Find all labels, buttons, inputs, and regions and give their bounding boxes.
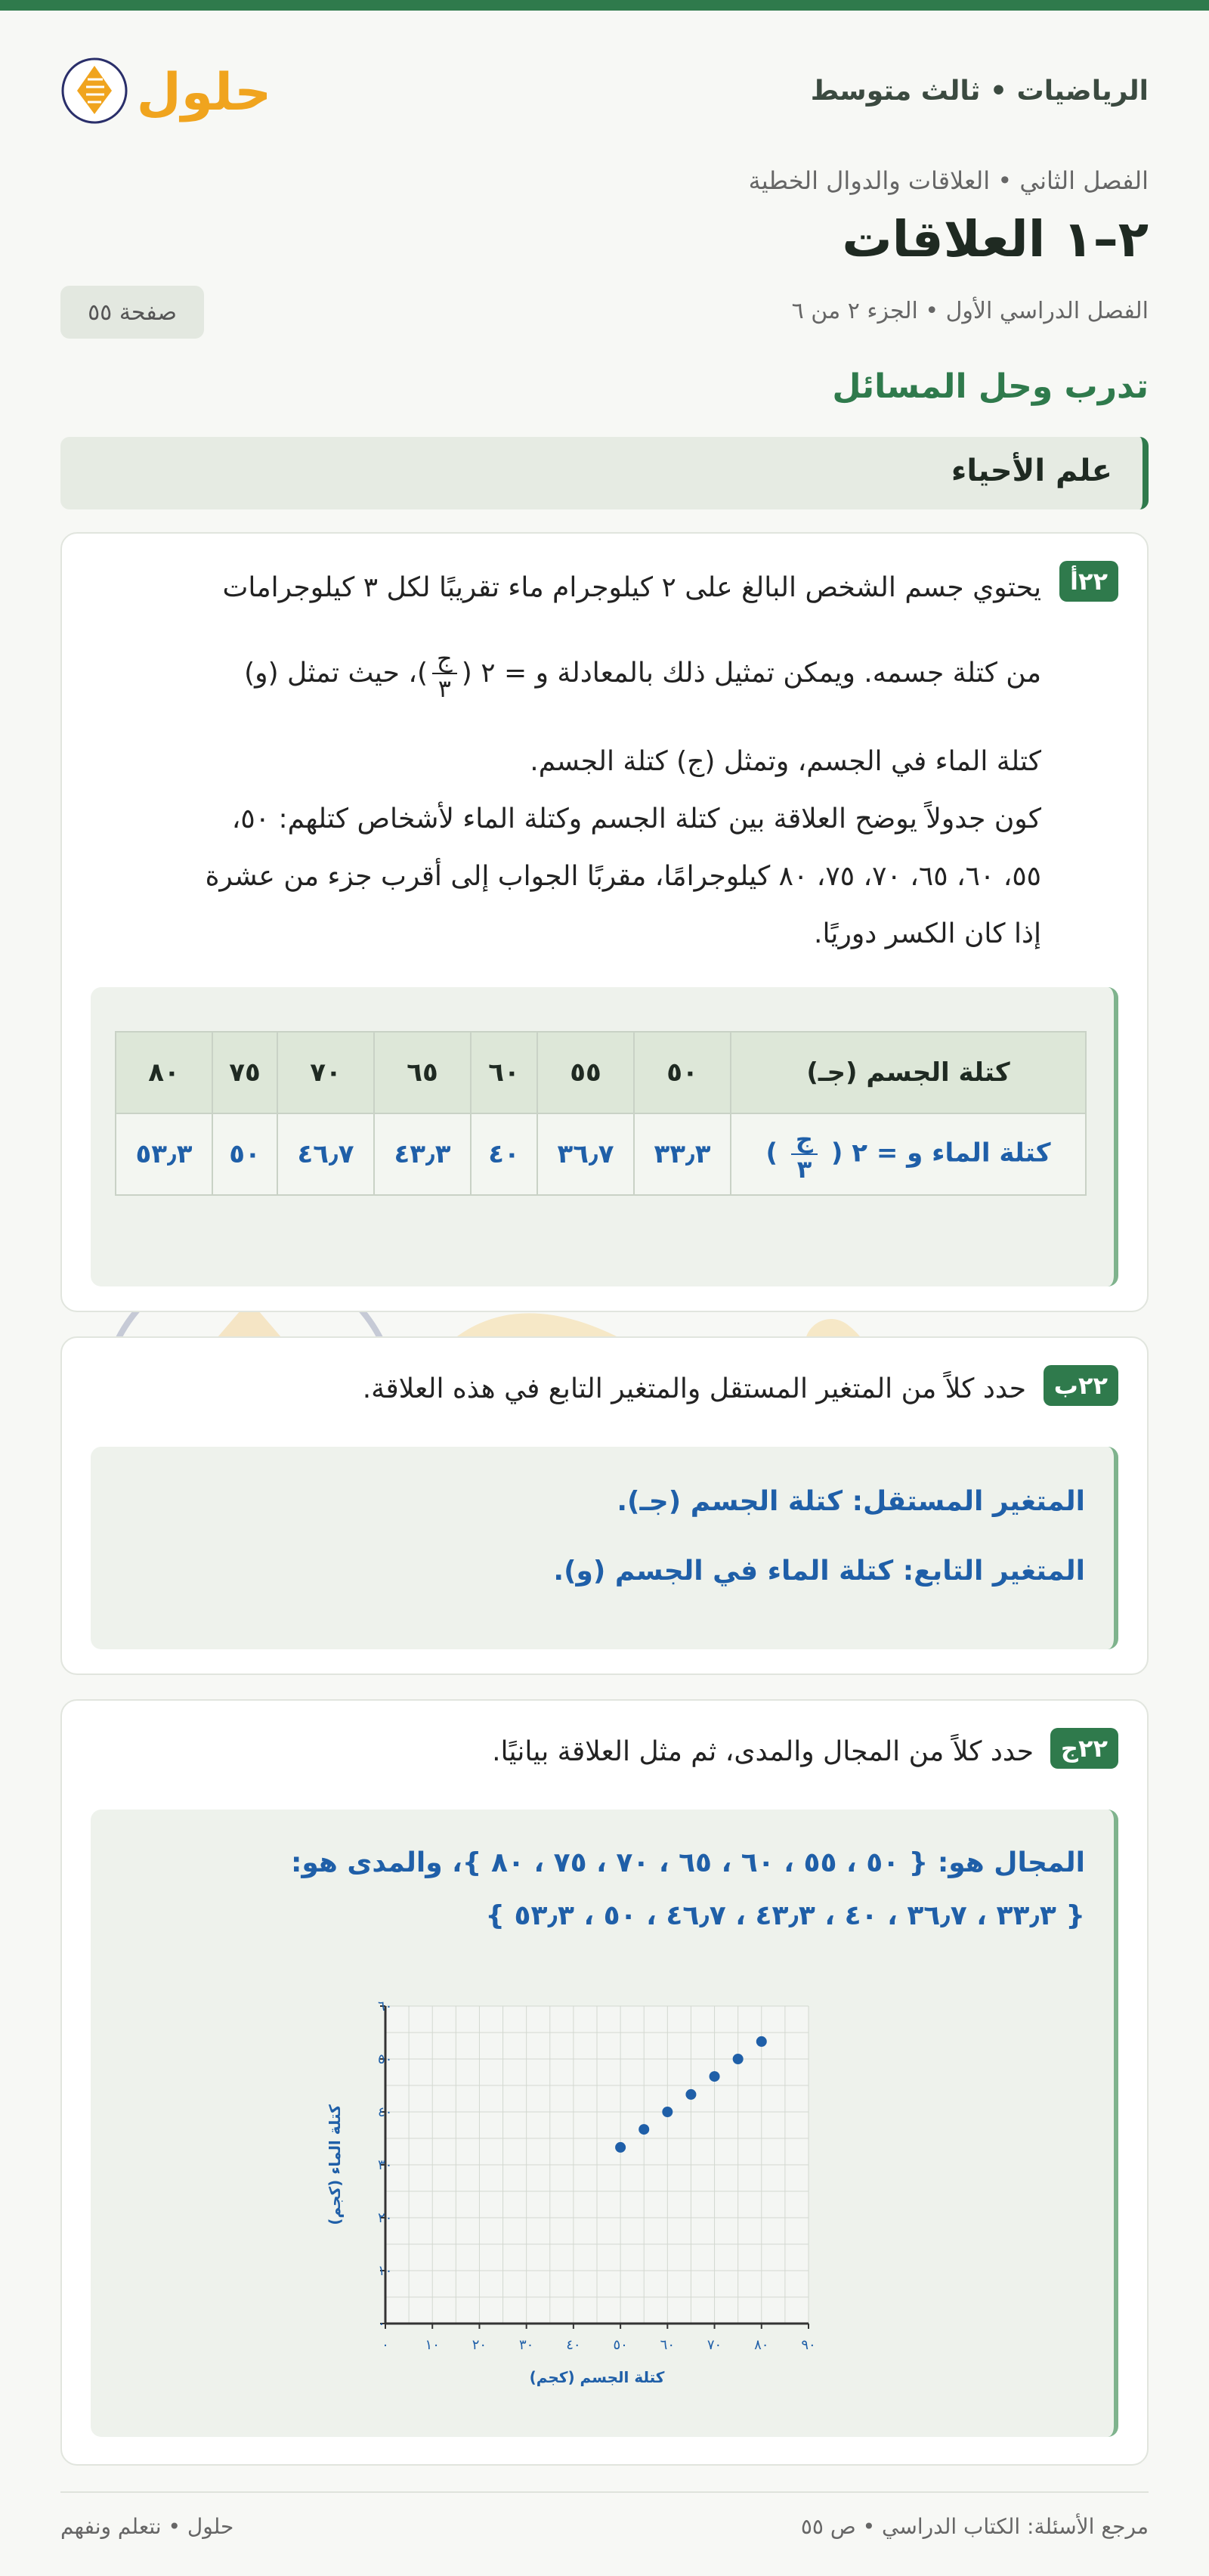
- table-cell: ٥٠: [634, 1032, 731, 1113]
- table-header-cell: [731, 1113, 1086, 1195]
- footer-brand: حلول • نتعلم ونفهم: [60, 2514, 234, 2539]
- fraction-numerator: ج: [432, 644, 457, 674]
- table-cell: ٣٦٫٧: [537, 1113, 634, 1195]
- question-text-line: ٥٥، ٦٠، ٦٥، ٧٠، ٧٥، ٨٠ كيلوجرامًا، مقربًا الجواب إلى أقرب جزء من عشرة: [205, 861, 1041, 892]
- x-tick-label: ٨٠: [754, 2337, 769, 2353]
- x-axis-label: كتلة الجسم (كجم): [529, 2368, 665, 2386]
- data-point: [615, 2142, 626, 2153]
- semester-label: الفصل الدراسي الأول • الجزء ٢ من ٦: [791, 298, 1149, 324]
- question-text-fragment: من كتلة جسمه. ويمكن تمثيل ذلك بالمعادلة و = ٢ (: [461, 658, 1041, 689]
- data-point: [756, 2036, 767, 2047]
- y-tick-label: ١٠: [378, 2263, 393, 2279]
- fraction: [432, 644, 457, 703]
- range-answer: { ٣٣٫٣ ، ٣٦٫٧ ، ٤٠ ، ٤٣٫٣ ، ٤٦٫٧ ، ٥٠ ، ٥٣٫٣ }: [485, 1900, 1085, 1931]
- answer-box: [91, 1810, 1118, 2437]
- lesson-title: ٢–١ العلاقات: [842, 210, 1149, 268]
- table-cell: ٥٠: [212, 1113, 277, 1195]
- question-card-22b: [60, 1336, 1149, 1675]
- table-cell: ٤٣٫٣: [374, 1113, 471, 1195]
- x-tick-label: ٧٠: [707, 2337, 722, 2353]
- table-label-fragment: كتلة الماء و = ٢ (: [830, 1138, 1051, 1169]
- y-tick-label: ٠: [378, 2316, 385, 2332]
- y-axis-label: كتلة الماء (كجم): [326, 2104, 344, 2225]
- x-tick-label: ٣٠: [518, 2337, 534, 2353]
- data-point: [710, 2071, 720, 2082]
- table-cell: ٦٠: [471, 1032, 537, 1113]
- hulool-logo[interactable]: [60, 49, 280, 132]
- table-cell: ٥٥: [537, 1032, 634, 1113]
- table-cell: ٧٠: [277, 1032, 374, 1113]
- footer-source: مرجع الأسئلة: الكتاب الدراسي • ص ٥٥: [800, 2514, 1149, 2539]
- answer-box: [91, 1447, 1118, 1649]
- table-header-cell: كتلة الجسم (جـ): [731, 1032, 1086, 1113]
- question-number-badge: ٢٢ب: [1044, 1365, 1118, 1406]
- question-number-badge: ٢٢أ: [1059, 561, 1118, 602]
- x-tick-label: ٤٠: [566, 2337, 581, 2353]
- x-tick-label: ٠: [382, 2337, 389, 2353]
- y-tick-label: ٤٠: [378, 2104, 393, 2120]
- table-cell: ٧٥: [212, 1032, 277, 1113]
- table-cell: ٣٣٫٣: [634, 1113, 731, 1195]
- table-cell: ٤٠: [471, 1113, 537, 1195]
- section-heading: تدرب وحل المسائل: [832, 367, 1149, 406]
- question-text-line: كتلة الماء في الجسم، وتمثل (ج) كتلة الجسم.: [530, 746, 1041, 777]
- question-number-badge: ٢٢ج: [1050, 1728, 1118, 1769]
- fraction-denominator: ٣: [438, 674, 451, 703]
- y-tick-label: ٣٠: [378, 2157, 393, 2173]
- question-text-line: إذا كان الكسر دوريًا.: [814, 918, 1041, 949]
- table-cell: ٦٥: [374, 1032, 471, 1113]
- dependent-variable-answer: المتغير التابع: كتلة الماء في الجسم (و).: [553, 1556, 1085, 1587]
- y-tick-label: ٢٠: [378, 2210, 393, 2226]
- y-tick-label: ٦٠: [378, 1999, 393, 2014]
- y-tick-label: ٥٠: [378, 2051, 393, 2067]
- svg-text:حلول: حلول: [136, 63, 272, 122]
- question-text-line: كون جدولاً يوضح العلاقة بين كتلة الجسم وكتلة الماء لأشخاص كتلهم: ٥٠،: [231, 803, 1041, 834]
- page-number-badge: صفحة ٥٥: [60, 286, 204, 339]
- fraction-numerator: ج: [791, 1125, 818, 1155]
- question-text-line: يحتوي جسم الشخص البالغ على ٢ كيلوجرام ماء تقريبًا لكل ٣ كيلوجرامات: [222, 572, 1041, 603]
- table-row-body-mass: [116, 1032, 1086, 1113]
- data-point: [733, 2054, 744, 2064]
- top-accent-bar: [0, 0, 1209, 11]
- data-point: [685, 2089, 696, 2100]
- footer-divider: [60, 2491, 1149, 2493]
- domain-range-answer: المجال هو: { ٥٠ ، ٥٥ ، ٦٠ ، ٦٥ ، ٧٠ ، ٧٥ ، ٨٠ }، والمدى هو:: [290, 1847, 1085, 1878]
- independent-variable-answer: المتغير المستقل: كتلة الجسم (جـ).: [617, 1486, 1085, 1517]
- question-text-fragment: )، حيث تمثل (و): [244, 658, 428, 689]
- question-text-line: حدد كلاً من المجال والمدى، ثم مثل العلاقة بيانيًا.: [492, 1736, 1034, 1767]
- question-text-line: [244, 617, 1041, 730]
- question-card-22c: [60, 1699, 1149, 2466]
- topic-bar: [60, 437, 1149, 509]
- question-card-22a: [60, 532, 1149, 1312]
- answer-box: [91, 987, 1118, 1286]
- table-cell: ٤٦٫٧: [277, 1113, 374, 1195]
- x-tick-label: ٩٠: [801, 2337, 816, 2353]
- table-row-water-mass: [116, 1113, 1086, 1195]
- page-header: [60, 45, 1149, 136]
- topic-title: علم الأحياء: [951, 454, 1112, 488]
- fraction-denominator: ٣: [796, 1155, 812, 1184]
- table-label-fragment: ): [765, 1138, 778, 1169]
- x-tick-label: ٦٠: [660, 2337, 676, 2353]
- data-point: [639, 2124, 649, 2135]
- table-cell: ٨٠: [116, 1032, 212, 1113]
- fraction: [791, 1125, 818, 1184]
- table-cell: ٥٣٫٣: [116, 1113, 212, 1195]
- mass-water-table: [115, 1031, 1087, 1196]
- subject-label: الرياضيات • ثالث متوسط: [810, 76, 1149, 107]
- scatter-plot: [317, 1991, 892, 2414]
- x-tick-label: ١٠: [425, 2337, 440, 2353]
- x-tick-label: ٢٠: [472, 2337, 487, 2353]
- chapter-breadcrumb[interactable]: الفصل الثاني • العلاقات والدوال الخطية: [748, 166, 1149, 195]
- x-tick-label: ٥٠: [613, 2337, 628, 2353]
- question-text-line: حدد كلاً من المتغير المستقل والمتغير التابع في هذه العلاقة.: [362, 1373, 1026, 1404]
- data-point: [662, 2107, 673, 2117]
